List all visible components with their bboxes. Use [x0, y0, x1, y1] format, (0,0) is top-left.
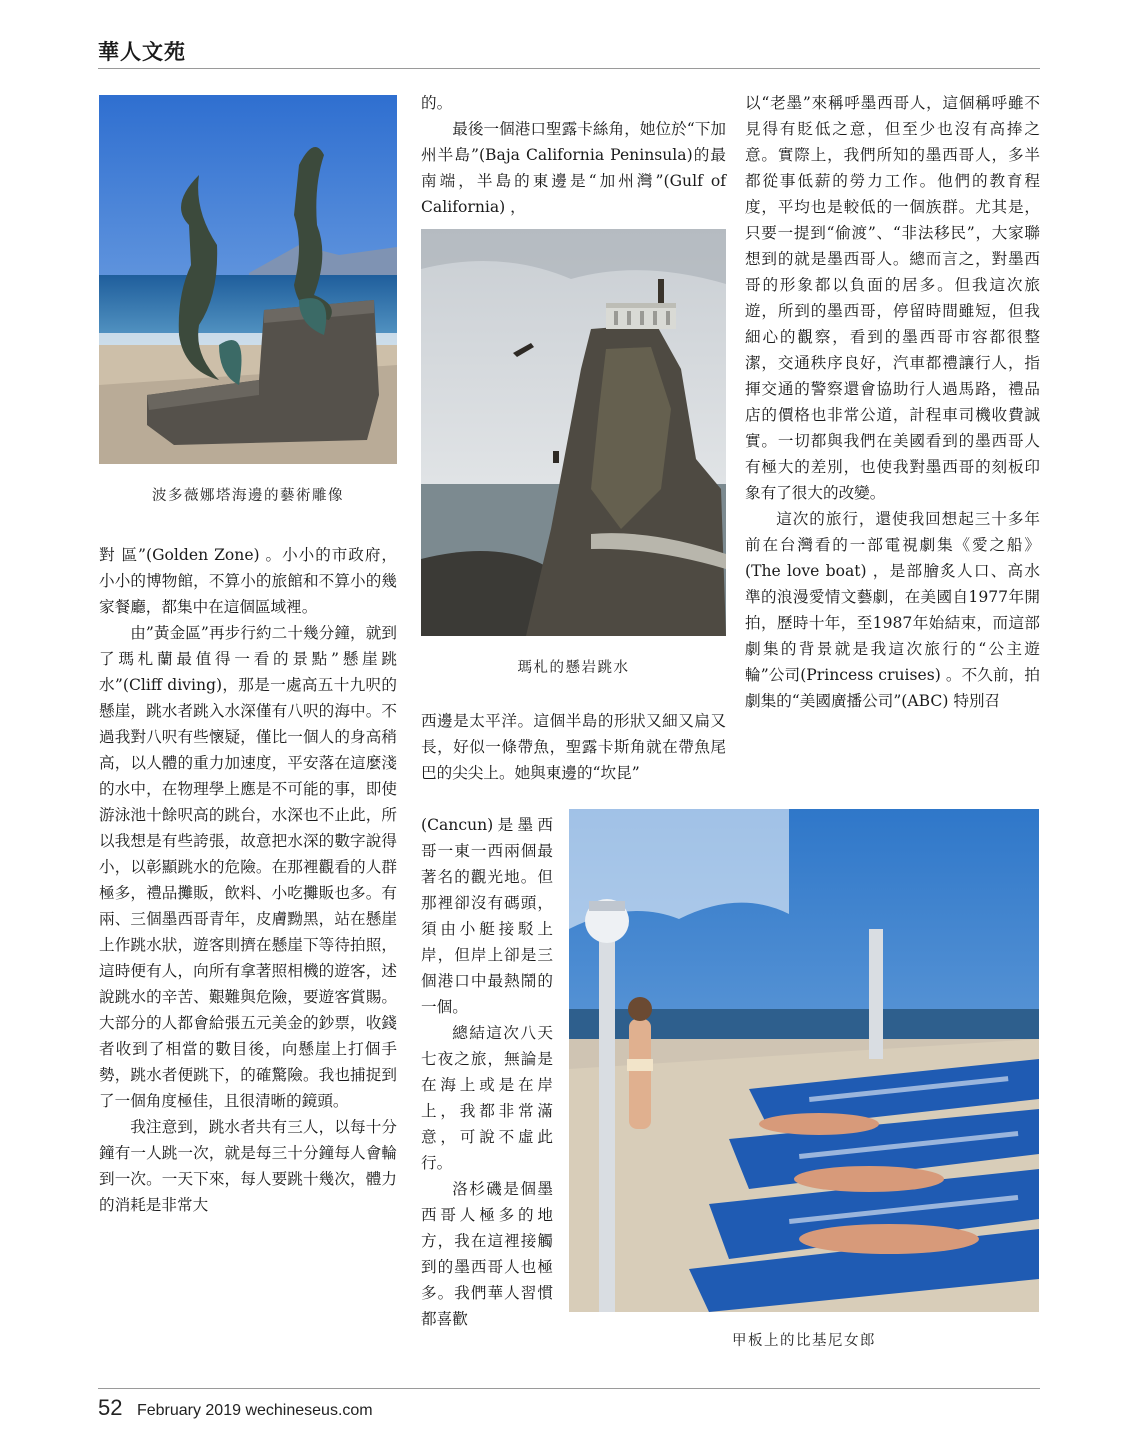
sculpture-illustration — [99, 95, 397, 464]
cliff-illustration — [421, 229, 726, 636]
deck-photo — [569, 809, 1039, 1312]
col2-paragraph-1: 的。 — [421, 94, 453, 112]
deck-illustration — [569, 809, 1039, 1312]
sculpture-photo — [99, 95, 397, 464]
column-2-middle — [421, 708, 726, 786]
col3-paragraph-2: 這次的旅行，還使我回想起三十多年前在台灣看的一部電視劇集《愛之船》(The love boat) ，是部膾炙人口、高水準的浪漫愛情文藝劇，在美國自1977年開拍，歷時十年，至1987年始結束，而這部劇集的背景就是我這次旅行的“公主遊輪”公司(Princess cruises) 。不久前，拍劇集的“美國廣播公司”(ABC) 特別召 — [745, 510, 1040, 710]
page-footer — [98, 1395, 373, 1421]
column-2-narrow — [421, 812, 553, 1332]
col1-paragraph-1: 對 區”(Golden Zone) 。小小的市政府，小小的博物館，不算小的旅館和不算小的幾家餐廳，都集中在這個區域裡。 — [99, 546, 397, 616]
cliff-caption: 瑪札的懸岩跳水 — [517, 660, 630, 676]
col2-paragraph-5: 總結這次八天七夜之旅，無論是在海上或是在岸上，我都非常滿意，可說不虛此行。 — [421, 1024, 553, 1172]
col2-paragraph-6: 洛杉磯是個墨西哥人極多的地方，我在這裡接觸到的墨西哥人也極多。我們華人習慣都喜歡 — [421, 1180, 553, 1328]
col2-paragraph-2: 最後一個港口聖露卡絲角，她位於“下加州半島”(Baja California Peninsula)的最南端，半島的東邊是“加州灣”(Gulf of California) ， — [421, 120, 726, 216]
column-3 — [745, 90, 1040, 714]
col2-paragraph-3: 西邊是太平洋。這個半島的形狀又細又扁又長，好似一條帶魚，聖露卡斯角就在帶魚尾巴的尖尖上。她與東邊的“坎昆” — [421, 712, 726, 782]
deck-caption: 甲板上的比基尼女郎 — [732, 1333, 876, 1349]
column-2-top — [421, 90, 726, 220]
cliff-diving-photo — [421, 229, 726, 636]
page-number: 52 — [98, 1395, 123, 1420]
col1-paragraph-2: 由”黃金區”再步行約二十幾分鐘，就到了瑪札蘭最值得一看的景點”懸崖跳水”(Cliff diving)，那是一處高五十九呎的懸崖，跳水者跳入水深僅有八呎的海中。不過我對八呎有些懷疑，僅比一個人的身高稍高，以人體的重力加速度，平安落在這麼淺的水中，在物理學上應是不可能的事，即使游泳池十餘呎高的跳台，水深也不止此，所以我想是有些誇張，故意把水深的數字說得小，以彰顯跳水的危險。在那裡觀看的人群極多，禮品攤販，飲料、小吃攤販也多。有兩、三個墨西哥青年，皮膚黝黑，站在懸崖上作跳水狀，遊客則擠在懸崖下等待拍照，這時便有人，向所有拿著照相機的遊客，述說跳水的辛苦、艱難與危險，要遊客賞賜。大部分的人都會給張五元美金的鈔票，收錢者收到了相當的數目後，向懸崖上打個手勢，跳水者便跳下，的確驚險。我也捕捉到了一個角度極佳，且很清晰的鏡頭。 — [99, 624, 397, 1110]
sculpture-caption: 波多薇娜塔海邊的藝術雕像 — [152, 488, 344, 504]
footer-divider — [98, 1388, 1040, 1389]
col3-paragraph-1: 以“老墨”來稱呼墨西哥人，這個稱呼雖不見得有貶低之意，但至少也沒有高捧之意。實際上，我們所知的墨西哥人，多半都從事低薪的勞力工作。他們的教育程度，平均也是較低的一個族群。尤其是，只要一提到“偷渡”、“非法移民”，大家聯想到的就是墨西哥人。總而言之，對墨西哥的形象都以負面的居多。但我這次旅遊，所到的墨西哥，停留時間雖短，但我細心的觀察，看到的墨西哥市容都很整潔，交通秩序良好，汽車都禮讓行人，指揮交通的警察還會協助行人過馬路，禮品店的價格也非常公道，計程車司機收費誠實。一切都與我們在美國看到的墨西哥人有極大的差別，也使我對墨西哥的刻板印象有了很大的改變。 — [745, 94, 1040, 502]
col1-paragraph-3: 我注意到，跳水者共有三人，以每十分鐘有一人跳一次，就是每三十分鐘每人會輪到一次。一天下來，每人要跳十幾次，體力的消耗是非常大 — [99, 1118, 397, 1214]
header-divider — [98, 68, 1040, 69]
section-title: 華人文苑 — [98, 39, 186, 64]
column-1 — [99, 542, 397, 1218]
issue-date-site: February 2019 wechineseus.com — [136, 1402, 373, 1419]
col2-paragraph-4: (Cancun)是墨西哥一東一西兩個最著名的觀光地。但那裡卻沒有碼頭，須由小艇接駁上岸，但岸上卻是三個港口中最熱鬧的一個。 — [421, 816, 553, 1016]
